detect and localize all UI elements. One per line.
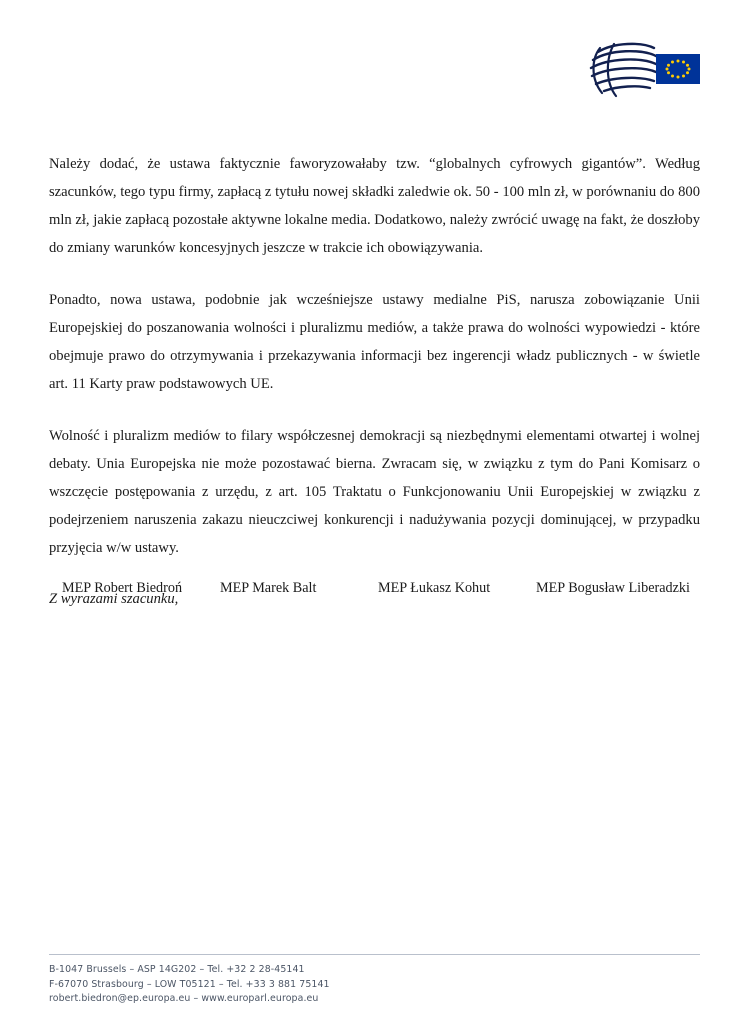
footer-brussels-address: B-1047 Brussels – ASP 14G202 – Tel. +32 2 28-45141 xyxy=(49,964,305,976)
letterhead xyxy=(584,38,704,100)
signatory-2: MEP Marek Balt xyxy=(220,580,317,596)
page-footer xyxy=(49,954,700,1007)
eu-flag-rect xyxy=(656,54,700,84)
footer-divider xyxy=(49,954,700,955)
paragraph-3: Wolność i pluralizm mediów to filary współczesnej demokracji są niezbędnymi elementami otwartej i wolnej debaty. Unia Europejska nie może pozostawać bierna. Zwracam się, w związku z tym do Pani Komisarz o wszczęcie postępowania z urzędu, z art. 105 Traktatu o Funkcjonowaniu Unii Europejskiej w związku z podejrzeniem naruszenia zakazu nieuczciwej konkurencji i nadużywania pozycji dominującej, w przypadku przyjęcia w/w ustawy. xyxy=(49,428,700,557)
paragraph-2: Ponadto, nowa ustawa, podobnie jak wcześniejsze ustawy medialne PiS, narusza zobowiązanie Unii Europejskiej do poszanowania wolności i pluralizmu mediów, a także prawa do wolności wypowiedzi - które obejmuje prawo do otrzymywania i przekazywania informacji bez ingerencji władz publicznych - w świetle art. 11 Karty praw podstawowych UE. xyxy=(49,292,700,393)
footer-strasbourg-address: F-67070 Strasbourg – LOW T05121 – Tel. +33 3 881 75141 xyxy=(49,978,330,990)
signatory-1: MEP Robert Biedroń xyxy=(62,580,183,596)
footer-contact: robert.biedron@ep.europa.eu – www.europarl.europa.eu xyxy=(49,993,319,1005)
signatory-3: MEP Łukasz Kohut xyxy=(378,580,491,596)
european-parliament-logo xyxy=(584,38,704,100)
signature-row xyxy=(62,580,702,597)
signoff-text: Z wyrazami szacunku, xyxy=(49,591,179,608)
signatory-4: MEP Bogusław Liberadzki xyxy=(536,580,690,596)
letter-body xyxy=(49,150,700,614)
paragraph-1: Należy dodać, że ustawa faktycznie faworyzowałaby tzw. “globalnych cyfrowych gigantów”. Według szacunków, tego typu firmy, zapłacą z tytułu nowej składki zaledwie ok. 50 - 100 mln zł, w porównaniu do 800 mln zł, jakie zapłacą pozostałe aktywne lokalne media. Dodatkowo, należy zwrócić uwagę na fakt, że doszłoby do zmiany warunków koncesyjnych jeszcze w trakcie ich obowiązywania. xyxy=(49,156,700,257)
